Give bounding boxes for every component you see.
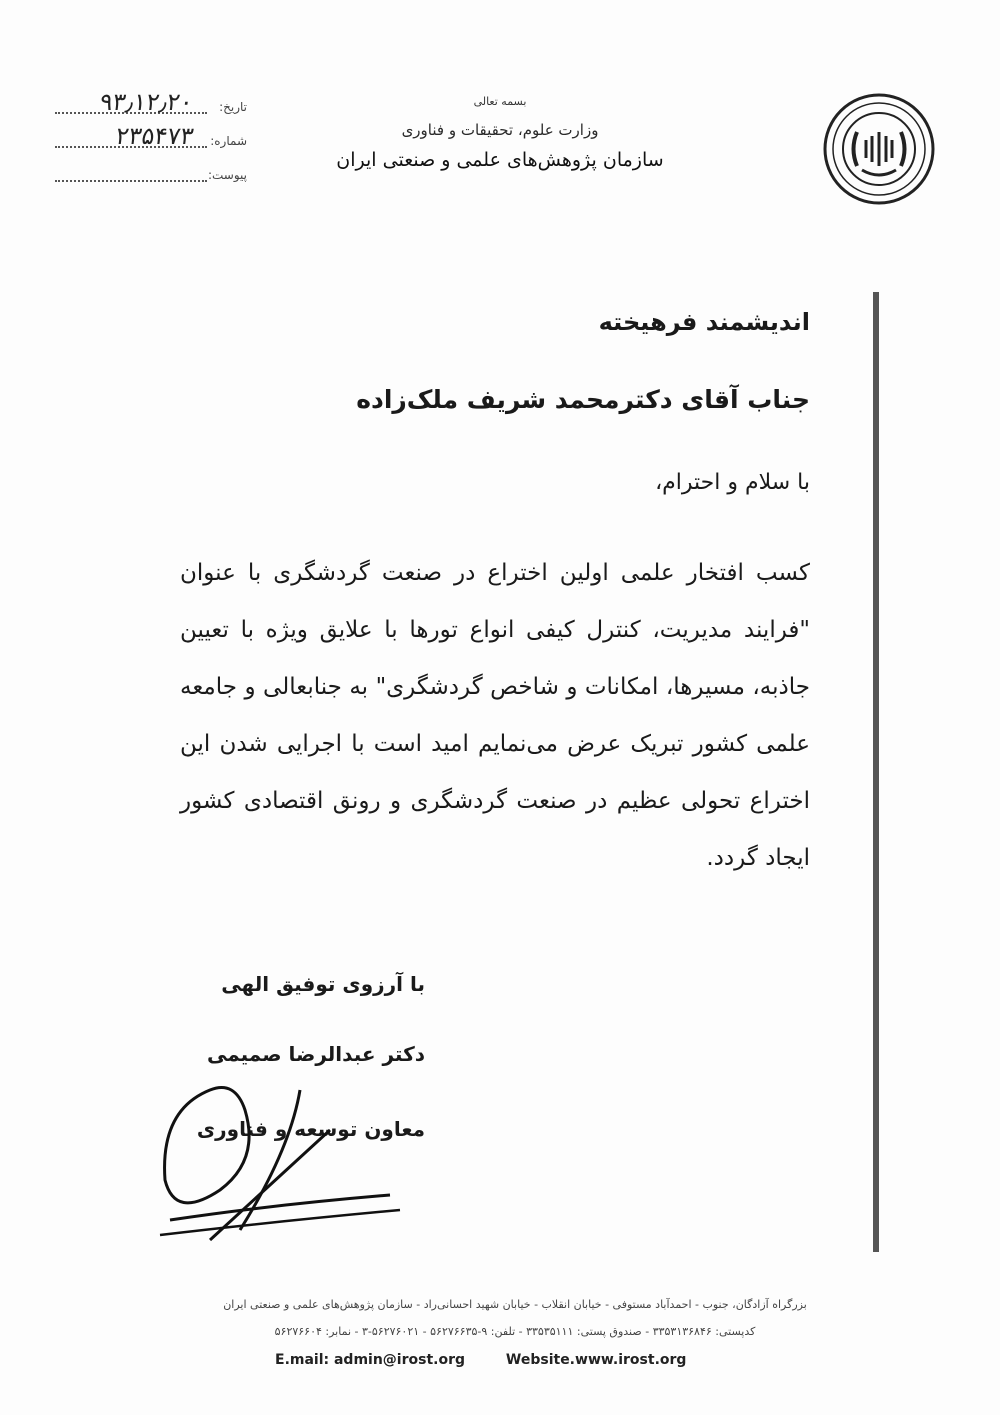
signer-name: دکتر عبدالرضا صمیمی bbox=[207, 1042, 425, 1066]
addressee: جناب آقای دکترمحمد شریف ملک‌زاده bbox=[356, 385, 810, 414]
number-label: شماره: bbox=[210, 134, 247, 148]
attachment-label: پیوست: bbox=[207, 168, 247, 182]
date-row bbox=[55, 86, 255, 120]
basmala: بسمه تعالی bbox=[473, 95, 527, 108]
number-value: ۲۳۵۴۷۳ bbox=[113, 122, 195, 150]
ministry-name: وزارت علوم، تحقیقات و فناوری bbox=[401, 121, 599, 139]
number-row bbox=[55, 120, 255, 154]
footer-website: Website.www.irost.org bbox=[505, 1352, 687, 1368]
greeting: با سلام و احترام، bbox=[655, 470, 810, 495]
letter-meta bbox=[55, 86, 255, 188]
attachment-row bbox=[55, 154, 255, 188]
organization-name: سازمان پژوهش‌های علمی و صنعتی ایران bbox=[336, 149, 664, 171]
salutation: اندیشمند فرهیخته bbox=[598, 308, 810, 336]
footer-email: E.mail: admin@irost.org bbox=[275, 1352, 466, 1368]
closing-wish: با آرزوی توفیق الهی bbox=[221, 972, 425, 996]
margin-rule bbox=[873, 292, 879, 1252]
letter-body: کسب افتخار علمی اولین اختراع در صنعت گردشگری با عنوان "فرایند مدیریت، کنترل کیفی انواع تورها با علایق ویژه با تعیین جاذبه، مسیرها، امکانات و شاخص گردشگری" به جنابعالی و جامعه علمی کشور تبریک عرض می‌نمایم امید است با اجرایی شدن این اختراع تحولی عظیم در صنعت گردشگری و رونق اقتصادی کشور ایجاد گردد. bbox=[180, 560, 810, 871]
footer-phones: کدپستی: ۳۳۵۳۱۳۶۸۴۶ - صندوق پستی: ۳۳۵۳۵۱۱۱ - تلفن: ۹-۵۶۲۷۶۶۳۵ - ۵۶۲۷۶۰۲۱-۳ - نمابر: ۵۶۲۷۶۶۰۴ bbox=[274, 1325, 756, 1338]
footer-address: بزرگراه آزادگان، جنوب - احمدآباد مستوفی - خیابان انقلاب - خیابان شهید احسانی‌راد - سازمان پژوهش‌های علمی و صنعتی ایران bbox=[223, 1298, 807, 1311]
date-label: تاریخ: bbox=[219, 100, 247, 114]
footer-contact bbox=[275, 1352, 722, 1368]
irost-logo-icon bbox=[822, 92, 936, 206]
signature-icon bbox=[150, 1070, 420, 1260]
date-value: ۹۳٫۱۲٫۲۰ bbox=[98, 88, 195, 116]
letterhead bbox=[300, 95, 700, 173]
signer-title: معاون توسعه و فناوری bbox=[196, 1117, 425, 1141]
